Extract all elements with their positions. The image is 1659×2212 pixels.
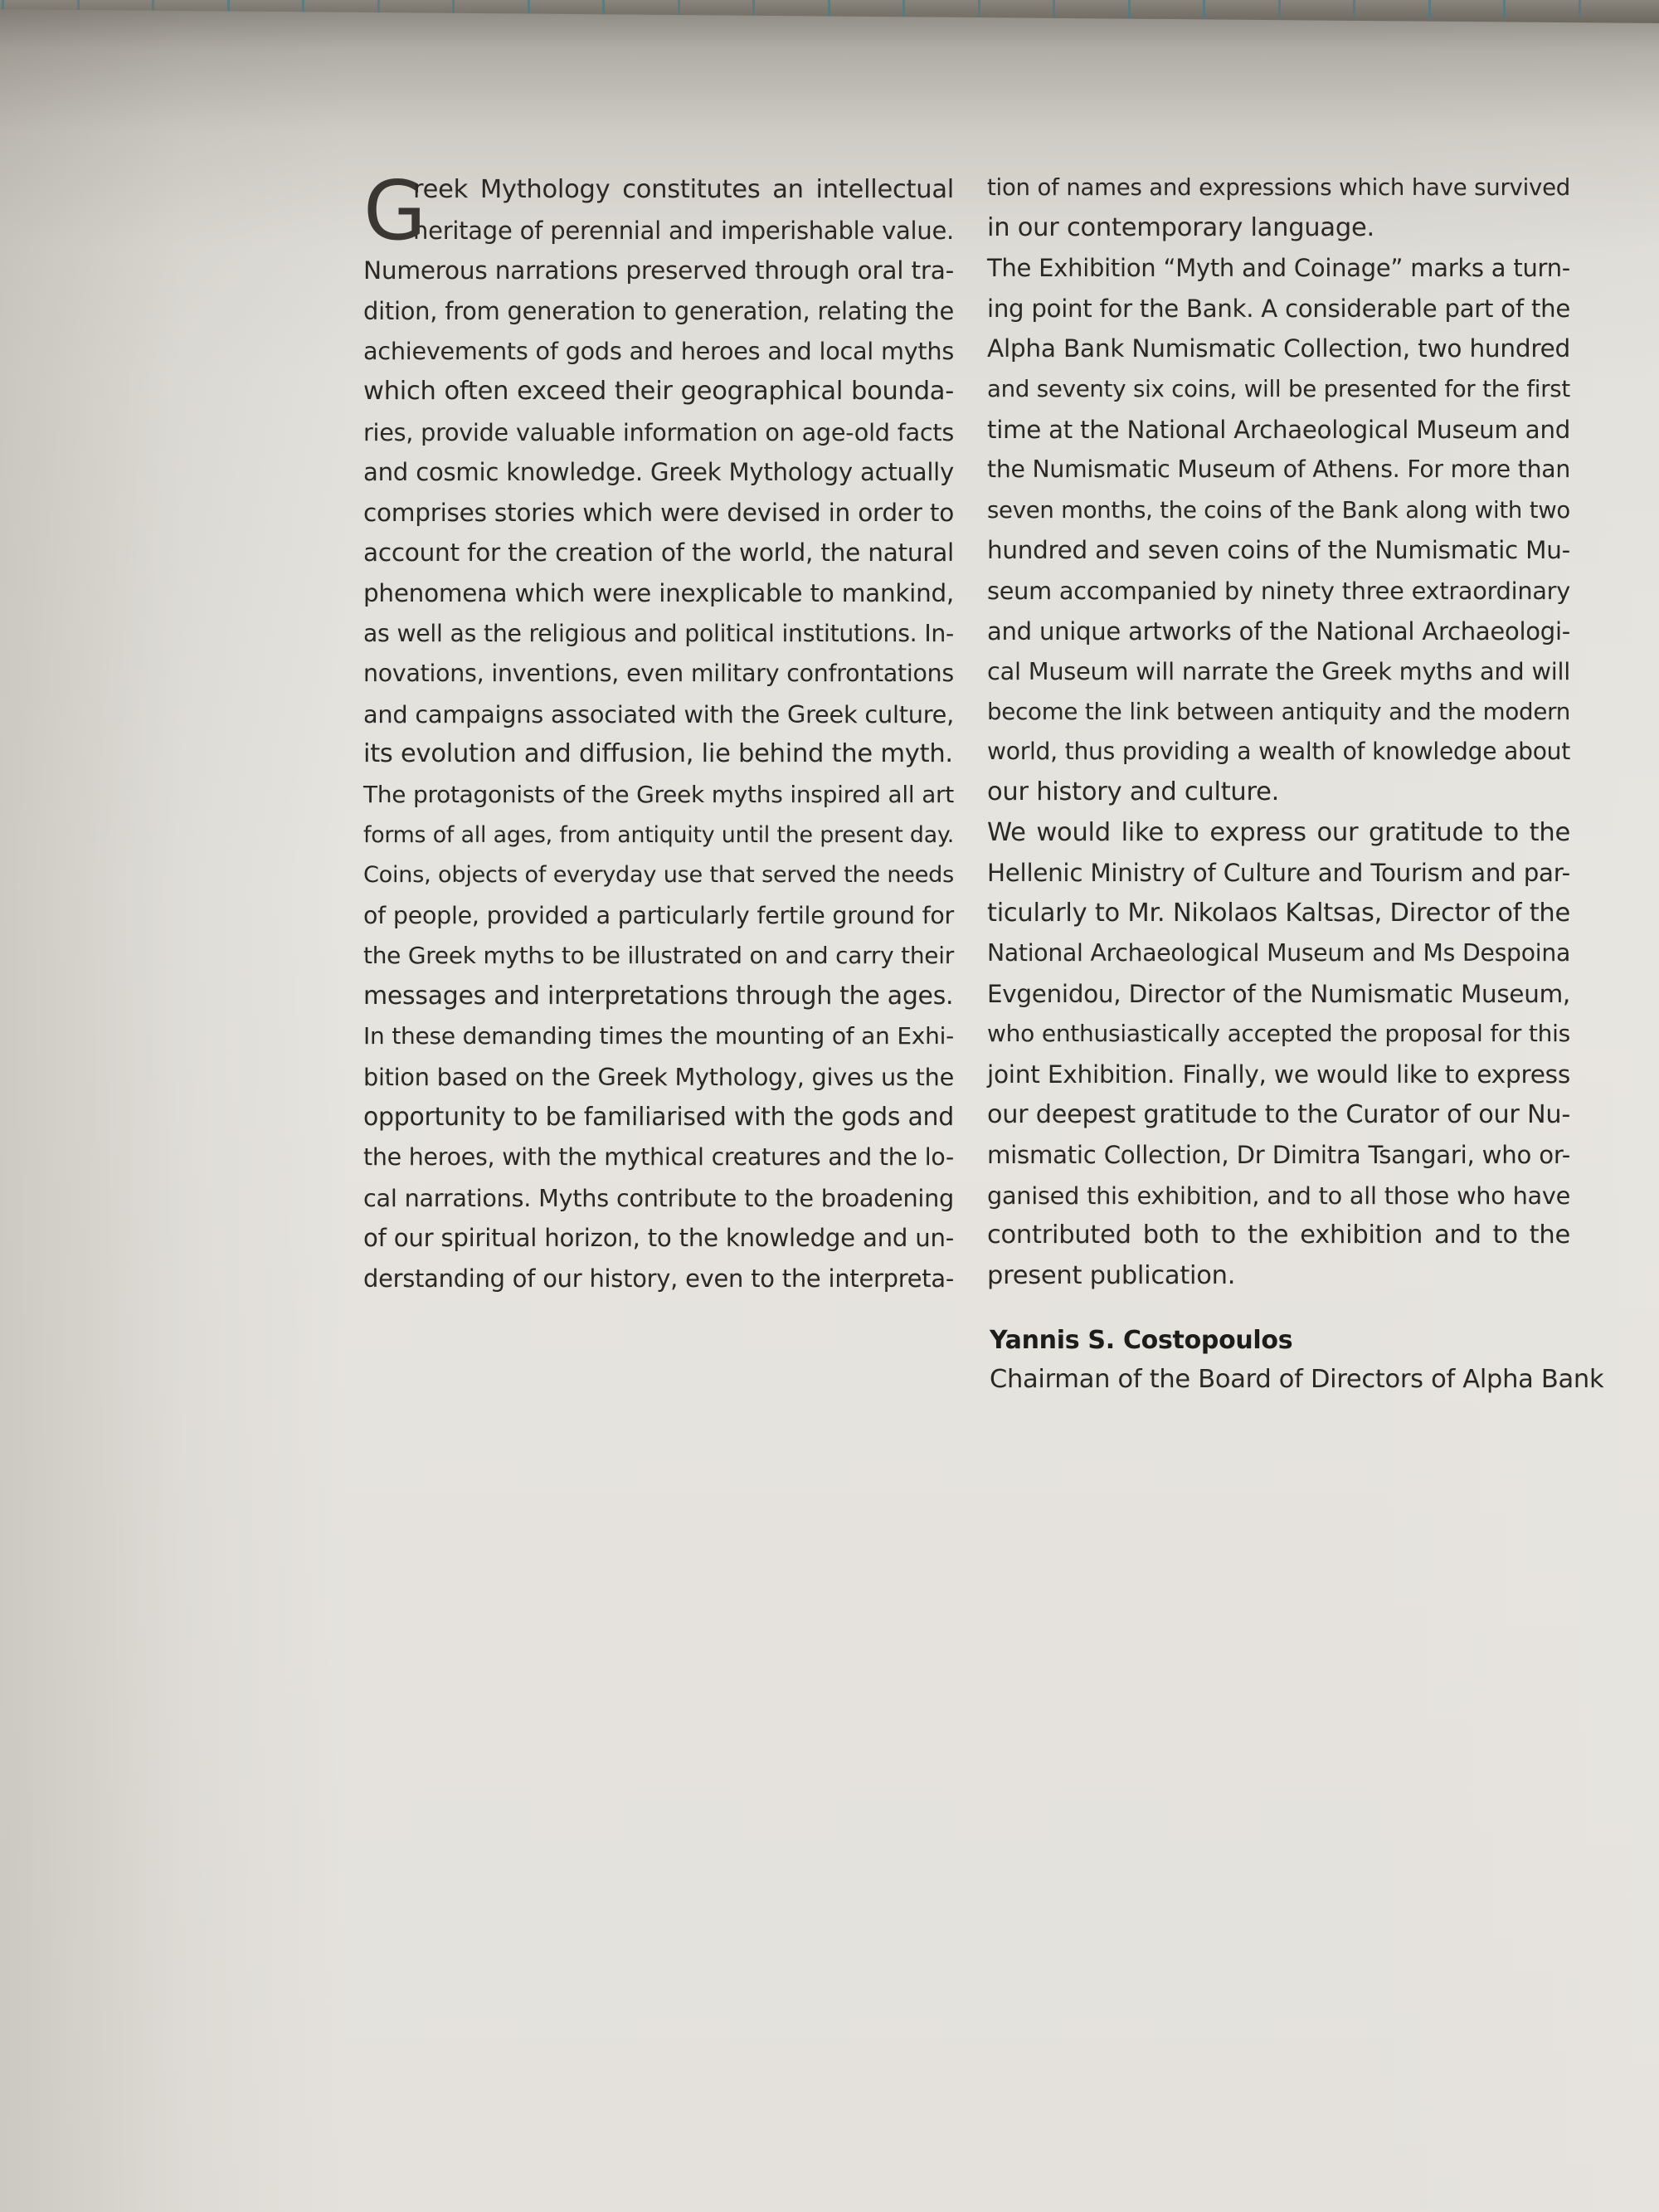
text-line: achievements of gods and heroes and local myths	[363, 337, 954, 366]
binding-thread-mark	[1353, 0, 1355, 18]
binding-thread-mark	[978, 0, 980, 18]
text-line: contributed both to the exhibition and to the	[987, 1220, 1570, 1250]
left-text-column	[363, 164, 954, 1299]
text-line: world, thus providing a wealth of knowledge about	[987, 738, 1570, 766]
text-line: forms of all ages, from antiquity until the present day.	[363, 821, 954, 848]
text-line: The protagonists of the Greek myths inspired all art	[363, 780, 954, 808]
text-line: Hellenic Ministry of Culture and Tourism and par-	[987, 859, 1570, 888]
text-line: its evolution and diffusion, lie behind the myth.	[363, 739, 953, 769]
signature-title: Chairman of the Board of Directors of Alpha Bank	[990, 1365, 1604, 1394]
text-line: in our contemporary language.	[987, 212, 1374, 242]
text-line: opportunity to be familiarised with the gods and	[363, 1102, 954, 1132]
binding-thread-mark	[1053, 0, 1055, 18]
binding-thread-mark	[1203, 0, 1205, 18]
text-line: as well as the religious and political institutions. In-	[363, 619, 954, 647]
text-line: We would like to express our gratitude to the	[987, 817, 1570, 847]
binding-thread-mark	[77, 0, 80, 18]
text-line: The Exhibition “Myth and Coinage” marks a turn-	[987, 254, 1570, 283]
text-line: derstanding of our history, even to the interpreta-	[363, 1264, 954, 1294]
text-line: the Numismatic Museum of Athens. For more than	[987, 456, 1570, 484]
text-line: and unique artworks of the National Archaeologi-	[987, 616, 1570, 646]
text-line: and seventy six coins, will be presented for the first	[987, 374, 1570, 402]
binding-thread-mark	[902, 0, 905, 18]
text-line: tion of names and expressions which have survived	[987, 174, 1570, 201]
text-line: novations, inventions, even military confrontations	[363, 660, 954, 688]
book-binding-edge	[0, 0, 1659, 23]
text-line: seum accompanied by ninety three extraordinary	[987, 576, 1570, 605]
text-line: ticularly to Mr. Nikolaos Kaltsas, Director of the	[987, 898, 1570, 928]
text-line: the Greek myths to be illustrated on and carry their	[363, 942, 954, 970]
binding-thread-mark	[528, 0, 530, 18]
text-line: Coins, objects of everyday use that served the needs	[363, 862, 954, 889]
text-line: comprises stories which were devised in order to	[363, 498, 954, 527]
text-line: present publication.	[987, 1261, 1236, 1291]
text-line: phenomena which were inexplicable to mankind,	[363, 578, 954, 607]
text-line: ganised this exhibition, and to all those who have	[987, 1181, 1570, 1210]
text-line: heritage of perennial and imperishable value.	[413, 216, 954, 245]
text-line: who enthusiastically accepted the proposal for this	[987, 1020, 1570, 1048]
text-line: account for the creation of the world, the natural	[363, 538, 954, 568]
text-line: cal Museum will narrate the Greek myths and will	[987, 657, 1570, 686]
text-line: of people, provided a particularly fertile ground for	[363, 901, 954, 929]
drop-cap-letter: G	[363, 164, 426, 259]
text-line: bition based on the Greek Mythology, gives us the	[363, 1063, 954, 1092]
text-line: of our spiritual horizon, to the knowledge and un-	[363, 1224, 954, 1253]
text-line: National Archaeological Museum and Ms Despoina	[987, 939, 1570, 967]
binding-thread-mark	[678, 0, 680, 18]
text-line: Numerous narrations preserved through oral tra-	[363, 256, 954, 285]
right-text-column	[987, 168, 1570, 1297]
text-line: mismatic Collection, Dr Dimitra Tsangari, who or-	[987, 1141, 1570, 1170]
text-line: reek Mythology constitutes an intellectual	[413, 175, 954, 204]
binding-thread-mark	[227, 0, 230, 18]
binding-thread-mark	[377, 0, 380, 18]
text-line: become the link between antiquity and the modern	[987, 697, 1570, 725]
text-line: and cosmic knowledge. Greek Mythology actually	[363, 458, 954, 487]
text-line: our deepest gratitude to the Curator of our Nu-	[987, 1099, 1570, 1129]
binding-thread-mark	[602, 0, 605, 18]
text-line: Evgenidou, Director of the Numismatic Museum,	[987, 979, 1570, 1008]
binding-thread-mark	[1428, 0, 1431, 18]
text-line: and campaigns associated with the Greek culture,	[363, 699, 954, 728]
binding-thread-mark	[2, 0, 4, 18]
signature-name: Yannis S. Costopoulos	[990, 1326, 1293, 1355]
binding-thread-mark	[828, 0, 830, 18]
text-line: the heroes, with the mythical creatures and the lo-	[363, 1143, 954, 1172]
text-line: our history and culture.	[987, 777, 1280, 806]
binding-thread-mark	[1278, 0, 1281, 18]
text-line: which often exceed their geographical bounda-	[363, 376, 954, 406]
binding-thread-mark	[152, 0, 154, 18]
text-line: In these demanding times the mounting of an Exhi-	[363, 1022, 954, 1050]
binding-thread-mark	[1503, 0, 1506, 18]
text-line: seven months, the coins of the Bank along with two	[987, 496, 1570, 524]
text-line: time at the National Archaeological Museum and	[987, 415, 1570, 444]
text-line: dition, from generation to generation, relating the	[363, 296, 954, 325]
text-line: joint Exhibition. Finally, we would like to express	[987, 1060, 1570, 1089]
text-line: Alpha Bank Numismatic Collection, two hundred	[987, 334, 1570, 363]
binding-thread-mark	[752, 0, 755, 18]
text-line: ing point for the Bank. A considerable part of the	[987, 294, 1570, 323]
text-line: ries, provide valuable information on age-old facts	[363, 417, 954, 446]
binding-thread-mark	[1128, 0, 1131, 18]
binding-thread-mark	[1579, 0, 1581, 18]
text-line: cal narrations. Myths contribute to the broadening	[363, 1183, 954, 1212]
binding-thread-mark	[302, 0, 304, 18]
text-line: messages and interpretations through the ages.	[363, 981, 954, 1011]
text-line: hundred and seven coins of the Numismatic Mu-	[987, 536, 1570, 565]
binding-thread-mark	[452, 0, 455, 18]
